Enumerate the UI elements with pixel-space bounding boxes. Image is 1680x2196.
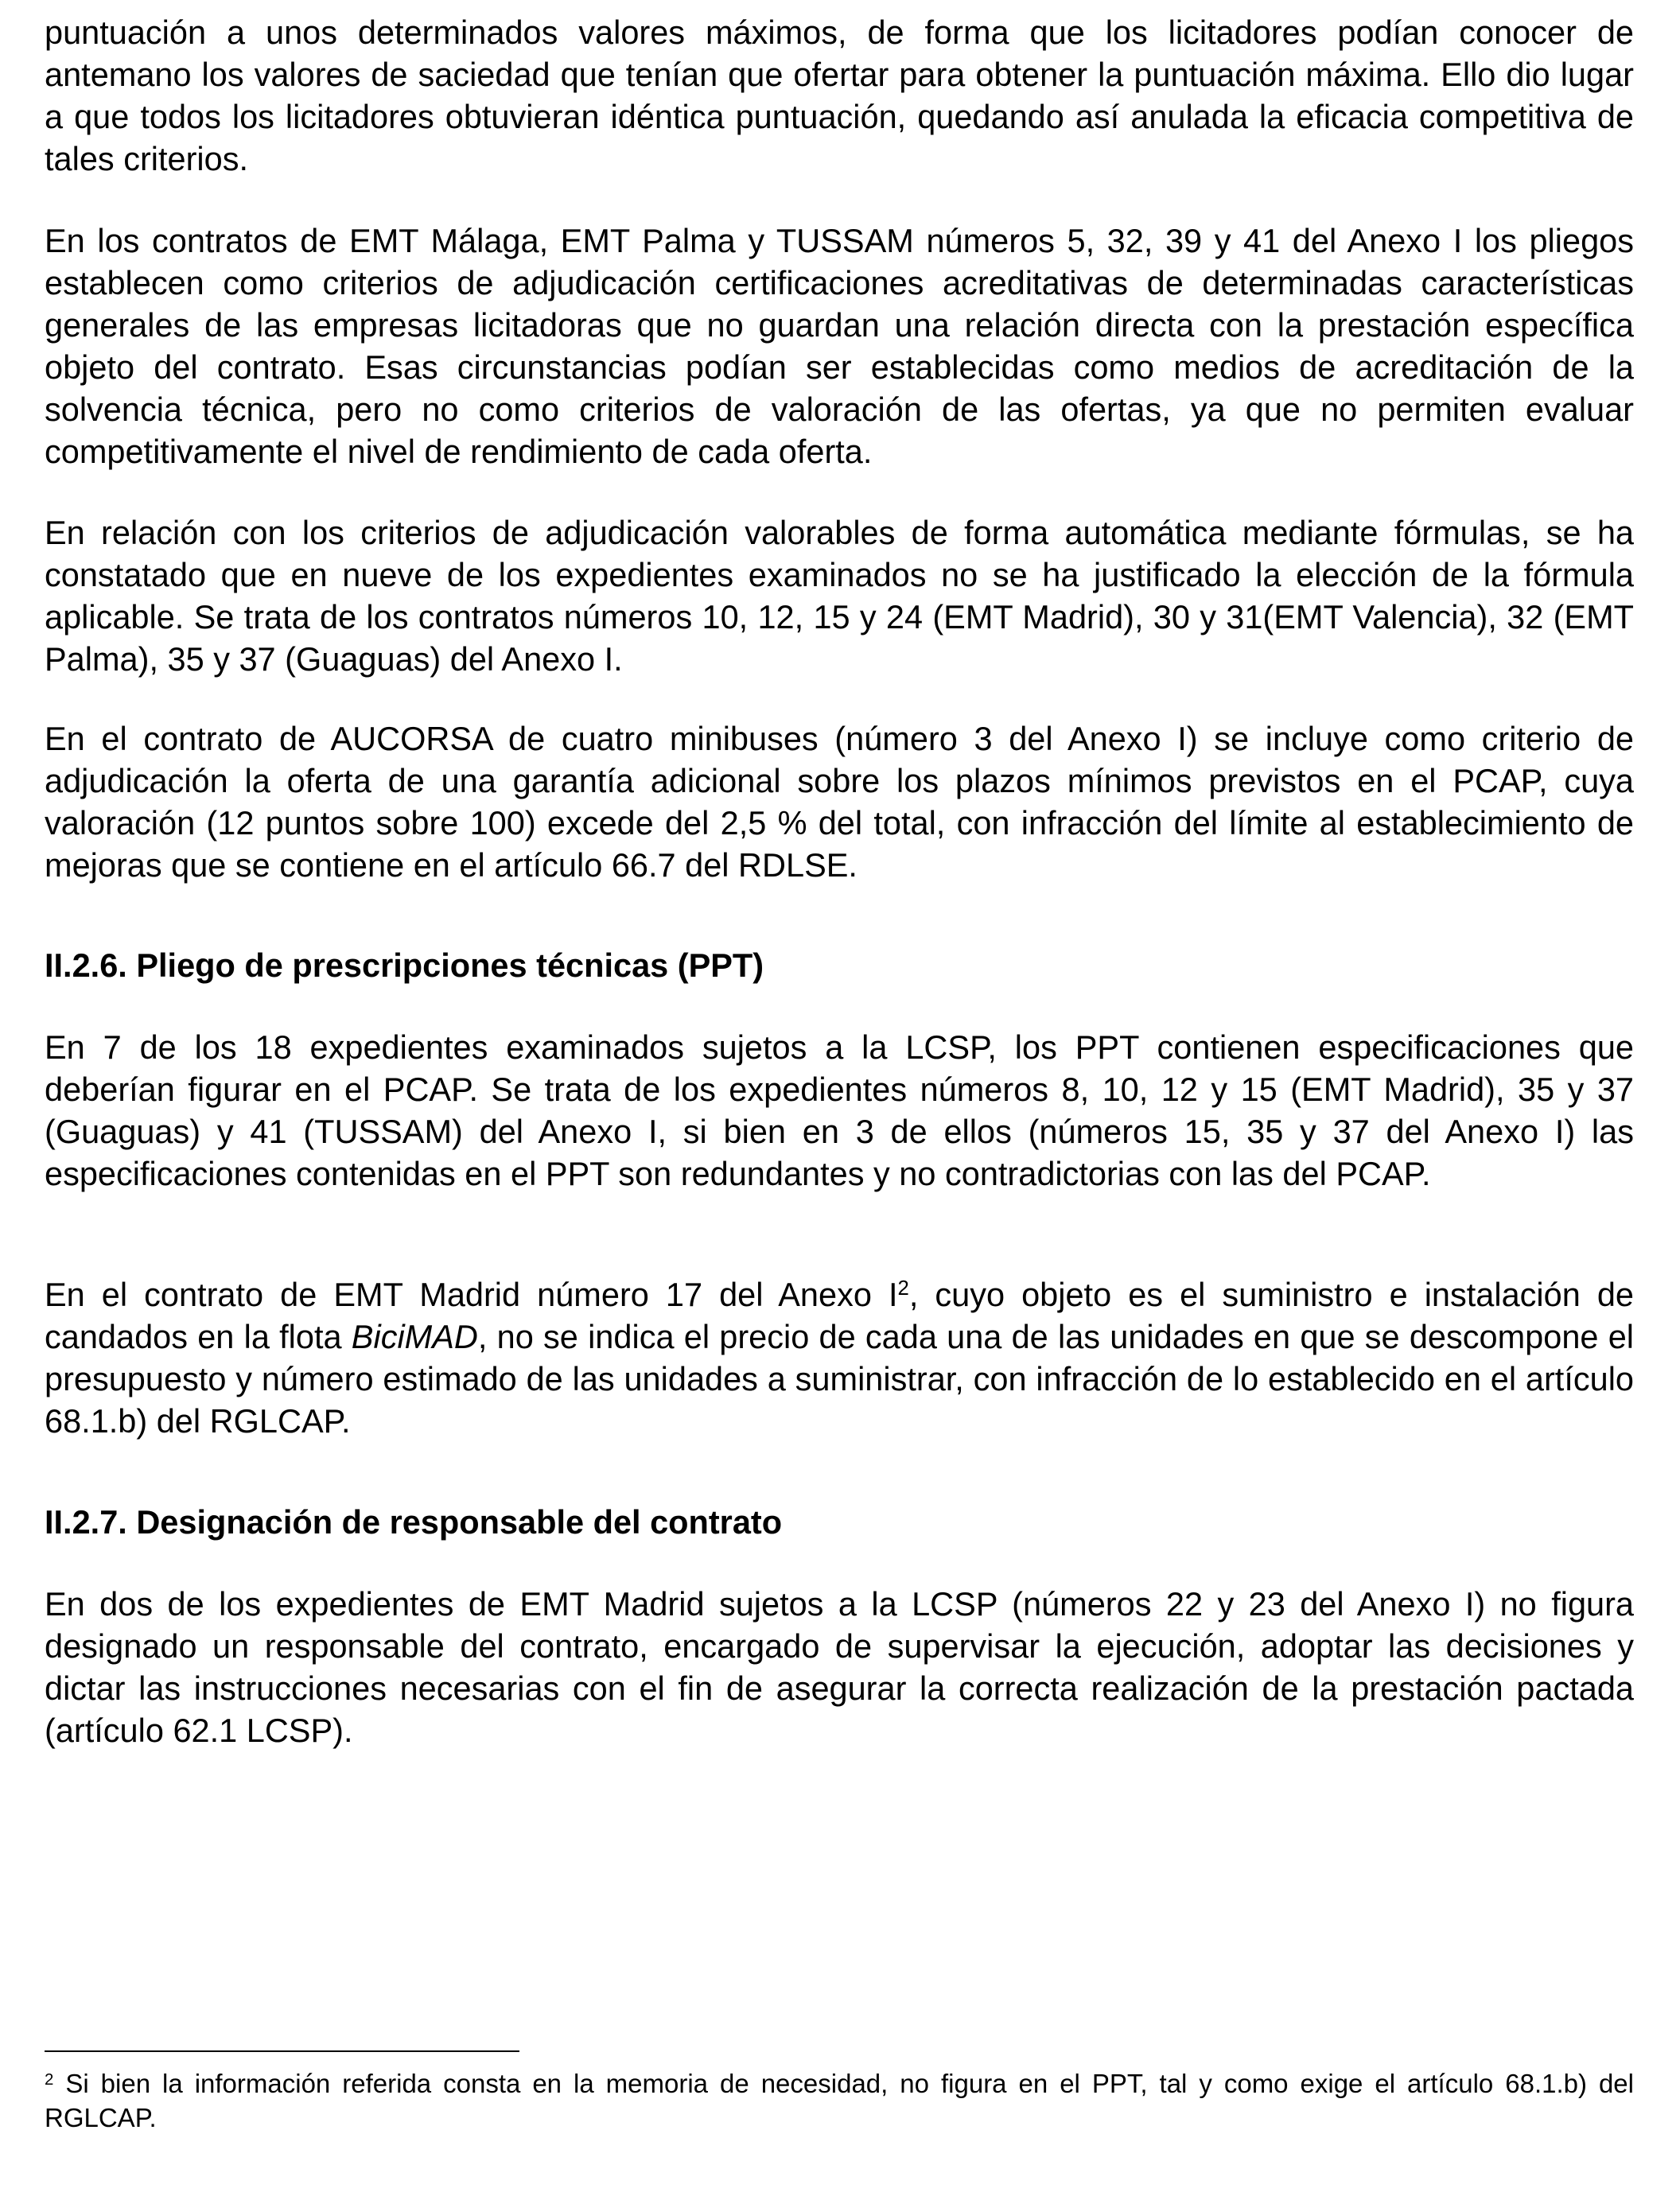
footnote-number: 2 (45, 2070, 54, 2089)
section-heading-responsable: II.2.7. Designación de responsable del contrato (45, 1503, 783, 1541)
footnote-text: Si bien la información referida consta en la memoria de necesidad, no figura en el PPT, tal y como exige el artículo 68.1.b) del RGLCAP. (45, 2069, 1634, 2132)
paragraph-bicimad-contract (45, 1273, 1634, 1442)
paragraph-scoring-thresholds: puntuación a unos determinados valores máximos, de forma que los licitadores podían conocer de antemano los valores de saciedad que tenían que ofertar para obtener la puntuación máxima. Ello dio lugar a que todos los licitadores obtuvieran idéntica puntuación, quedando así anulada la eficacia competitiva de tales criterios. (45, 14, 1634, 177)
section-heading-ppt: II.2.6. Pliego de prescripciones técnicas (PPT) (45, 946, 764, 984)
paragraph-text-part: En el contrato de EMT Madrid número 17 del Anexo I (45, 1276, 898, 1313)
paragraph-text-part: , no se indica el precio de cada una de las unidades en que se descompone el presupuesto y número estimado de las unidades a suministrar, con infracción de lo establecido en el artículo 68.1.b) del RGLCAP. (45, 1318, 1634, 1440)
footnote (45, 2066, 1634, 2135)
paragraph-text-part: , cuyo objeto es el suministro e instalación de candados en la flota (45, 1276, 1634, 1355)
paragraph-ppt-specifications: En 7 de los 18 expedientes examinados sujetos a la LCSP, los PPT contienen especificaciones que deberían figurar en el PCAP. Se trata de los expedientes números 8, 10, 12 y 15 (EMT Madrid), 35 y 37 (Guaguas) y 41 (TUSSAM) del Anexo I, si bien en 3 de ellos (números 15, 35 y 37 del Anexo I) las especificaciones contenidas en el PPT son redundantes y no contradictorias con las del PCAP. (45, 1028, 1634, 1192)
paragraph-formula-justification: En relación con los criterios de adjudicación valorables de forma automática mediante fórmulas, se ha constatado que en nueve de los expedientes examinados no se ha justificado la elección de la fórmula aplicable. Se trata de los contratos números 10, 12, 15 y 24 (EMT Madrid), 30 y 31(EMT Valencia), 32 (EMT Palma), 35 y 37 (Guaguas) del Anexo I. (45, 514, 1634, 678)
document-page (45, 0, 1634, 2196)
footnote-separator (45, 2050, 519, 2052)
footnote-reference[interactable]: 2 (897, 1277, 909, 1300)
paragraph-aucorsa-guarantee: En el contrato de AUCORSA de cuatro minibuses (número 3 del Anexo I) se incluye como criterio de adjudicación la oferta de una garantía adicional sobre los plazos mínimos previstos en el PCAP, cuya valoración (12 puntos sobre 100) excede del 2,5 % del total, con infracción del límite al establecimiento de mejoras que se contiene en el artículo 66.7 del RDLSE. (45, 720, 1634, 884)
paragraph-contract-responsible: En dos de los expedientes de EMT Madrid sujetos a la LCSP (números 22 y 23 del Anexo I) no figura designado un responsable del contrato, encargado de supervisar la ejecución, adoptar las decisiones y dictar las instrucciones necesarias con el fin de asegurar la correcta realización de la prestación pactada (artículo 62.1 LCSP). (45, 1585, 1634, 1749)
paragraph-certification-criteria: En los contratos de EMT Málaga, EMT Palma y TUSSAM números 5, 32, 39 y 41 del Anexo I los pliegos establecen como criterios de adjudicación certificaciones acreditativas de determinadas características generales de las empresas licitadoras que no guardan una relación directa con la prestación específica objeto del contrato. Esas circunstancias podían ser establecidas como medios de acreditación de la solvencia técnica, pero no como criterios de valoración de las ofertas, ya que no permiten evaluar competitivamente el nivel de rendimiento de cada oferta. (45, 222, 1634, 470)
italic-term: BiciMAD (351, 1318, 478, 1355)
